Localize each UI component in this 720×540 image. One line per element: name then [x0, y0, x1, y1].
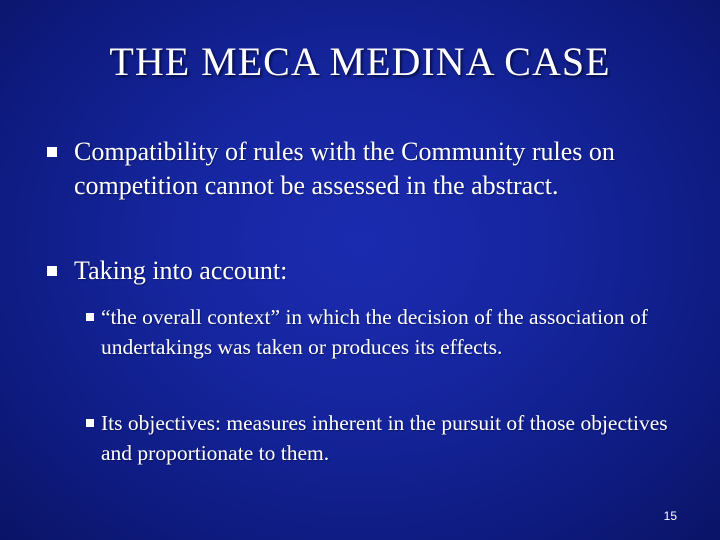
- square-bullet-icon: [47, 147, 57, 157]
- square-bullet-icon: [86, 313, 94, 321]
- sub-bullet-item: Its objectives: measures inherent in the pursuit of those objectives and proportionate to them.: [101, 411, 668, 465]
- bullet-item: Taking into account:: [74, 256, 288, 285]
- bullet-item: Compatibility of rules with the Community rules on competition cannot be assessed in the abstract.: [74, 137, 615, 200]
- square-bullet-icon: [47, 266, 57, 276]
- sub-bullet-item: “the overall context” in which the decision of the association of undertakings was taken or produces its effects.: [101, 305, 648, 359]
- slide-title: THE MECA MEDINA CASE: [109, 39, 611, 84]
- page-number: 15: [663, 509, 677, 523]
- square-bullet-icon: [86, 419, 94, 427]
